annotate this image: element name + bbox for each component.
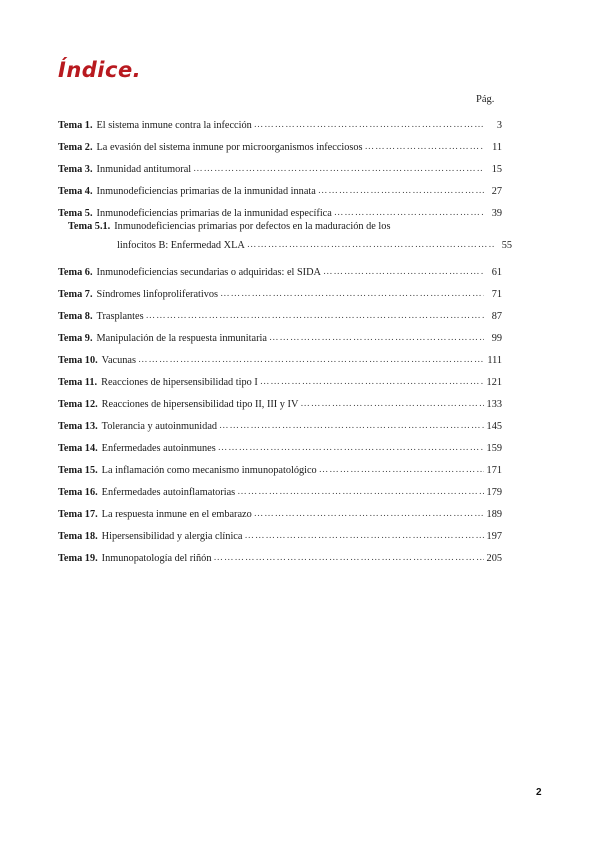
entry-number: Tema 1.: [58, 120, 93, 131]
toc-entry-tema-10: [58, 345, 502, 367]
entry-number: Tema 9.: [58, 333, 93, 344]
entry-title: Inmunodeficiencias primarias por defectos en la maduración de los: [114, 221, 391, 232]
entry-number: Tema 13.: [58, 421, 98, 432]
entry-number: Tema 5.1.: [68, 221, 111, 232]
toc-entry-tema-4: [58, 176, 502, 198]
entry-page: 27: [491, 186, 502, 197]
entry-title-continuation: linfocitos B: Enfermedad XLA: [117, 240, 245, 251]
entry-number: Tema 12.: [58, 399, 98, 410]
toc-entry-tema-17: [58, 499, 502, 521]
entry-title: Vacunas: [101, 355, 136, 366]
entry-title: Inmunodeficiencias secundarias o adquiridas: el SIDA: [96, 267, 321, 278]
entry-title: Manipulación de la respuesta inmunitaria: [96, 333, 267, 344]
dot-leader: [247, 239, 494, 252]
toc-entry-tema-13: [58, 411, 502, 433]
entry-page: 3: [496, 120, 502, 131]
entry-title: Inmunopatología del riñón: [101, 553, 212, 564]
dot-leader: [237, 486, 484, 499]
entry-title: Síndromes linfoproliferativos: [96, 289, 219, 300]
entry-number: Tema 15.: [58, 465, 98, 476]
entry-page: 71: [491, 289, 502, 300]
page-column-header: Pág.: [476, 94, 495, 105]
entry-page: 189: [486, 509, 502, 520]
entry-title: Trasplantes: [96, 311, 144, 322]
entry-number: Tema 2.: [58, 142, 93, 153]
entry-page: 61: [491, 267, 502, 278]
entry-number: Tema 6.: [58, 267, 93, 278]
entry-number: Tema 18.: [58, 531, 98, 542]
entry-number: Tema 11.: [58, 377, 98, 388]
entry-number: Tema 8.: [58, 311, 93, 322]
dot-leader: [254, 508, 484, 521]
dot-leader: [323, 266, 484, 279]
dot-leader: [146, 310, 484, 323]
dot-leader: [220, 288, 484, 301]
entry-number: Tema 16.: [58, 487, 98, 498]
dot-leader: [193, 163, 484, 176]
toc-entry-tema-3: [58, 154, 502, 176]
entry-number: Tema 5.: [58, 208, 93, 219]
entry-number: Tema 4.: [58, 186, 93, 197]
dot-leader: [319, 464, 484, 477]
page-number: 2: [536, 787, 542, 798]
entry-title: La inflamación como mecanismo inmunopatológico: [101, 465, 317, 476]
entry-number: Tema 7.: [58, 289, 93, 300]
entry-page: 39: [491, 208, 502, 219]
dot-leader: [300, 398, 484, 411]
entry-title: Inmunodeficiencias primarias de la inmunidad innata: [96, 186, 316, 197]
entry-title: La respuesta inmune en el embarazo: [101, 509, 252, 520]
entry-number: Tema 10.: [58, 355, 98, 366]
dot-leader: [318, 185, 484, 198]
entry-page: 145: [486, 421, 502, 432]
entry-title: Tolerancia y autoinmunidad: [101, 421, 218, 432]
entry-page: 205: [486, 553, 502, 564]
toc-entry-tema-1: [58, 110, 502, 132]
toc-entry-tema-2: [58, 132, 502, 154]
table-of-contents: [58, 110, 512, 565]
toc-entry-tema-15: [58, 455, 502, 477]
entry-number: Tema 17.: [58, 509, 98, 520]
dot-leader: [334, 207, 484, 220]
entry-title: El sistema inmune contra la infección: [96, 120, 252, 131]
entry-title: Reacciones de hipersensibilidad tipo I: [101, 377, 258, 388]
entry-page: 179: [486, 487, 502, 498]
entry-page: 11: [492, 142, 502, 153]
toc-entry-tema-16: [58, 477, 502, 499]
toc-entry-tema-8: [58, 301, 502, 323]
toc-entry-tema-11: [58, 367, 502, 389]
dot-leader: [213, 552, 484, 565]
entry-page: 197: [486, 531, 502, 542]
toc-entry-tema-6: [58, 257, 502, 279]
dot-leader: [260, 376, 484, 389]
dot-leader: [254, 119, 484, 132]
entry-page: 99: [491, 333, 502, 344]
entry-title: Enfermedades autoinflamatorias: [101, 487, 236, 498]
entry-page: 55: [501, 240, 512, 251]
dot-leader: [244, 530, 484, 543]
entry-title: La evasión del sistema inmune por microorganismos infecciosos: [96, 142, 363, 153]
dot-leader: [269, 332, 484, 345]
toc-entry-tema-19: [58, 543, 502, 565]
toc-entry-tema-14: [58, 433, 502, 455]
toc-entry-tema-18: [58, 521, 502, 543]
entry-title: Enfermedades autoinmunes: [101, 443, 216, 454]
dot-leader: [365, 141, 484, 154]
toc-entry-tema-5: [58, 198, 502, 220]
entry-title: Hipersensibilidad y alergia clínica: [101, 531, 243, 542]
entry-page: 159: [486, 443, 502, 454]
entry-number: Tema 3.: [58, 164, 93, 175]
entry-page: 171: [486, 465, 502, 476]
toc-entry-tema-12: [58, 389, 502, 411]
entry-number: Tema 14.: [58, 443, 98, 454]
entry-title: Inmunodeficiencias primarias de la inmunidad específica: [96, 208, 332, 219]
entry-page: 15: [491, 164, 502, 175]
toc-entry-tema-5-1: [58, 220, 512, 257]
dot-leader: [138, 354, 484, 367]
page-title: Índice.: [58, 58, 142, 82]
entry-page: 111: [487, 355, 502, 366]
entry-title: Reacciones de hipersensibilidad tipo II, III y IV: [101, 399, 299, 410]
entry-page: 87: [491, 311, 502, 322]
entry-page: 133: [486, 399, 502, 410]
dot-leader: [218, 442, 484, 455]
toc-entry-tema-9: [58, 323, 502, 345]
entry-page: 121: [486, 377, 502, 388]
entry-number: Tema 19.: [58, 553, 98, 564]
dot-leader: [219, 420, 484, 433]
entry-title: Inmunidad antitumoral: [96, 164, 192, 175]
toc-entry-tema-7: [58, 279, 502, 301]
